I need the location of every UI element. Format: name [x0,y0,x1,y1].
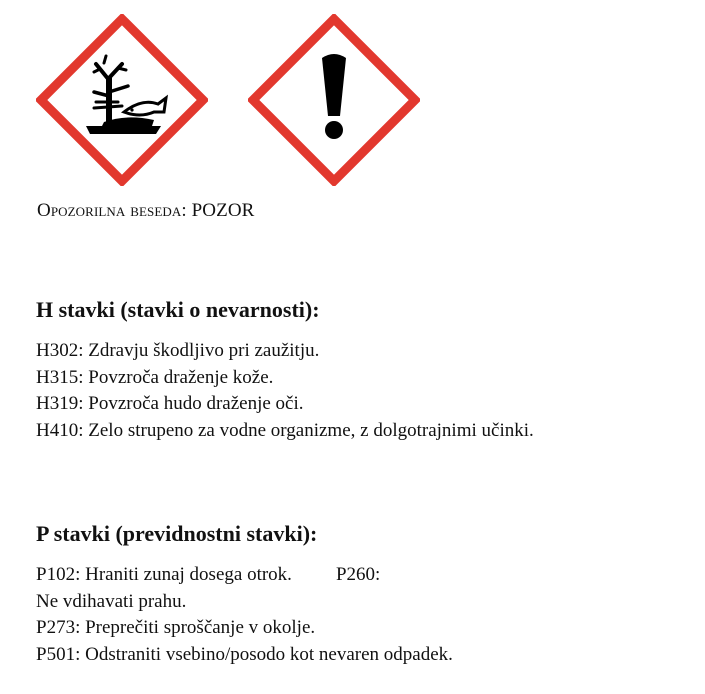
precautionary-statements-section [36,520,453,668]
precautionary-statement-p260-code: P260: [335,564,381,585]
precautionary-statement-p102: P102: Hraniti zunaj dosega otrok. [36,564,292,585]
hazard-statement: H302: Zdravju škodljivo pri zaužitju. [36,340,320,361]
hazard-statements-title: H stavki (stavki o nevarnosti): [36,297,320,322]
hazard-statements-list [36,338,534,444]
hazard-statements-section [36,296,534,444]
hazard-statement: H319: Povzroča hudo draženje oči. [36,393,304,414]
precautionary-statement: P501: Odstraniti vsebino/posodo kot nevaren odpadek. [36,643,453,665]
precautionary-statements-list [36,562,453,668]
hazard-statement: H410: Zelo strupeno za vodne organizme, z dolgotrajnimi učinki. [36,419,534,441]
hazard-statement: H315: Povzroča draženje kože. [36,366,274,388]
environment-hazard-icon [36,14,208,186]
precautionary-statement: Ne vdihavati prahu. [36,590,187,612]
hazard-pictograms [36,14,426,186]
signal-word-value: POZOR [191,200,255,221]
precautionary-statements-title: P stavki (previdnostni stavki): [36,521,318,546]
exclamation-mark-icon [248,14,420,186]
precautionary-statement: P273: Preprečiti sproščanje v okolje. [36,617,316,638]
precautionary-statement [36,562,453,589]
signal-word-label: Opozorilna beseda: [37,200,187,221]
signal-word-line [37,200,254,222]
